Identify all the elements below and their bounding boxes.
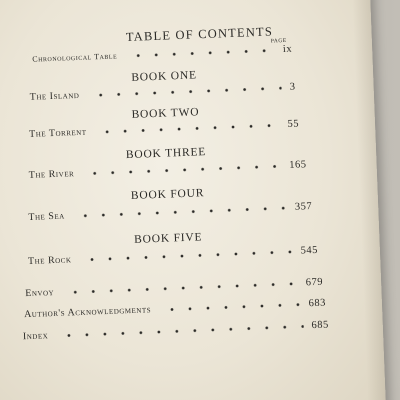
dot-leader [125,48,275,58]
entry-page: ix [282,43,293,56]
entry-page: 55 [287,118,300,130]
dot-leader [87,86,282,97]
entry-page: 3 [289,81,296,93]
entry-page: 683 [308,297,327,310]
dot-leader [73,206,287,218]
entry-page: 679 [305,276,324,289]
book-two-heading: BOOK TWO [131,106,200,121]
page-edge-shadow [352,0,386,400]
book-three-heading: BOOK THREE [125,146,207,162]
entry-page: 545 [300,244,319,257]
entry-title: The Sea [28,210,65,223]
entry-page: 357 [294,201,313,213]
page-title: TABLE OF CONTENTS [125,24,274,45]
entry-title: The Torrent [28,126,87,140]
toc-entry-envoy [25,277,323,299]
dot-leader [159,302,301,311]
toc-entry-chronological-table [32,44,292,65]
dot-leader [94,123,279,134]
toc-entry-authors-acknowledgments [24,298,326,321]
entry-page: 165 [289,159,307,171]
entry-title: Index [22,330,49,343]
toc-entry-the-island [30,82,296,103]
dot-leader [82,164,281,176]
book-four-heading: BOOK FOUR [130,187,205,202]
toc-entry-the-torrent [29,118,299,139]
toc-entry-index [23,319,329,342]
toc-entry-the-river [29,159,307,181]
dot-leader [62,281,298,294]
page-column-label: PAGE [270,37,287,45]
toc-entry-the-rock [28,245,318,267]
toc-entry-the-sea [28,201,312,223]
dot-leader [56,324,303,337]
entry-page: 685 [311,319,329,332]
book-five-heading: BOOK FIVE [133,231,203,246]
entry-title: The River [28,168,75,181]
entry-title: Chronological Table [32,51,118,64]
entry-title: The Rock [27,254,72,267]
entry-title: Author's Acknowledgments [23,304,152,321]
entry-title: The Island [29,89,80,103]
dot-leader [79,249,292,261]
entry-title: Envoy [25,287,55,300]
book-one-heading: BOOK ONE [131,69,198,84]
